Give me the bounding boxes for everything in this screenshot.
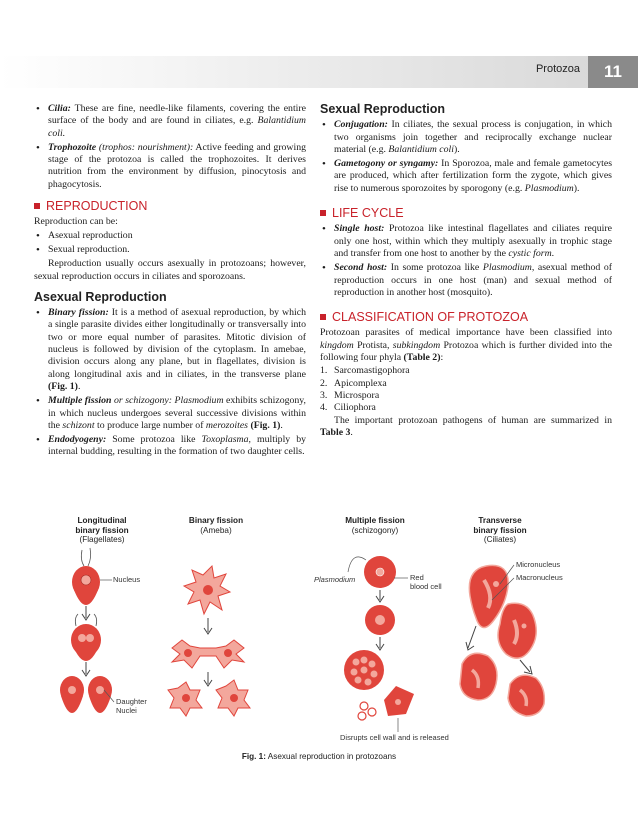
ciliate-daughter-right xyxy=(508,675,544,716)
list-item: • Asexual reproduction xyxy=(34,230,306,242)
label-nucleus: Nucleus xyxy=(113,575,141,584)
list-item: • Endodyogeny: Some protozoa like Toxoplasma, multiply by internal budding, resulting in the formation of two daughter cells. xyxy=(34,434,306,459)
figure-caption: Fig. 1: Asexual reproduction in protozoans xyxy=(241,752,397,761)
flagellate-dividing-cell xyxy=(71,614,101,661)
subheading-asexual: Asexual Reproduction xyxy=(34,289,167,304)
flagellate-parent-cell xyxy=(72,548,100,605)
label-macronucleus: Macronucleus xyxy=(516,573,563,582)
label-red-blood-cell: Red blood cell xyxy=(410,573,442,591)
list-item: • Multiple fission or schizogony: Plasmodium exhibits schizogony, in which nucleus undergoes several successive divisions within the schizont to produce large number of merozoites (Fig. 1). xyxy=(34,395,306,432)
running-header-title: Protozoa xyxy=(535,63,580,75)
rbc-infected xyxy=(364,556,396,588)
section-heading-classification: CLASSIFICATION OF PROTOZOA xyxy=(320,311,612,323)
list-item: • Cilia: These are fine, needle-like filaments, covering the entire surface of the body and are found in ciliates, e.g. Balantidium coli. xyxy=(34,103,306,140)
ciliate-daughter-left xyxy=(460,653,497,700)
summary-paragraph: The important protozoan pathogens of human are summarized in Table 3. xyxy=(320,414,612,438)
list-item: • Binary fission: It is a method of asexual reproduction, by which a single parasite divides either longitudinally or transversally into two or more equal number of parasites. Mitotic division of nucleus is followed by division of the cytoplasm. In amebae, division occurs along any plane, but in flagellates, division is along longitudinal axis and in ciliates, in the transverse plane (Fig. 1). xyxy=(34,307,306,393)
ciliate-dividing-cell xyxy=(498,603,536,658)
list-item: • Gametogony or syngamy: In Sporozoa, male and female gametocytes are produced, which after fertilization form the zygote, which gives rise to numerous sporozoites by sporogony (e.g. Plasmodium). xyxy=(320,158,612,195)
label-plasmodium: Plasmodium xyxy=(314,575,356,584)
figure-title-longitudinal: Longitudinal binary fission (Flagellates) xyxy=(75,516,129,544)
list-item: • Trophozoite (trophos: nourishment): Active feeding and growing stage of the protozoa is called the trophozoites. It derives nutrition from the environment by diffusion, pinocytosis and phagocytosis. xyxy=(34,142,306,191)
rbc-schizont xyxy=(344,650,384,690)
label-daughter-nuclei: Daughter Nuclei xyxy=(116,697,147,715)
section-heading-life-cycle: LIFE CYCLE xyxy=(320,207,612,219)
list-item: 3. Microspora xyxy=(320,389,380,401)
list-item: • Second host: In some protozoa like Plasmodium, asexual method of reproduction occurs in one host (man) and sexual method of reproduction in another host (mosquito). xyxy=(320,262,612,299)
section-heading-reproduction: REPRODUCTION xyxy=(34,200,306,212)
label-micronucleus: Micronucleus xyxy=(516,560,561,569)
rbc-trophozoite xyxy=(365,605,395,635)
page-number: 11 xyxy=(588,56,638,88)
reproduction-paragraph: Reproduction usually occurs asexually in protozoans; however, sexual reproduction occurs in ciliates and sporozoans. xyxy=(34,258,306,282)
rbc-ruptured xyxy=(384,686,414,716)
released-merozoites xyxy=(358,702,376,720)
list-item: 4. Ciliophora xyxy=(320,402,376,414)
label-disrupts: Disrupts cell wall and is released xyxy=(340,733,449,742)
ameba-dividing-cell xyxy=(172,640,244,668)
list-item: • Sexual reproduction. xyxy=(34,244,306,256)
subheading-sexual: Sexual Reproduction xyxy=(320,102,446,116)
list-item: 2. Apicomplexa xyxy=(320,377,387,389)
figure-title-schizogony: Multiple fission (schizogony) xyxy=(345,516,405,535)
list-item: • Single host: Protozoa like intestinal flagellates and ciliates require only one host, within which they multiply asexually in trophic stage and transfer from one host to another by the cystic form. xyxy=(320,223,612,260)
list-item: • Conjugation: In ciliates, the sexual process is conjugation, in which two organisms join together and reciprocally exchange nuclear material (e.g. Balantidium coli). xyxy=(320,119,612,156)
list-item: 1. Sarcomastigophora xyxy=(320,365,410,377)
reproduction-intro: Reproduction can be: xyxy=(34,216,118,228)
ameba-parent-cell xyxy=(184,566,230,614)
flagellate-daughter-cells xyxy=(60,676,112,713)
figure-title-ameba: Binary fission (Ameba) xyxy=(188,516,244,535)
figure-title-ciliates: Transverse binary fission (Ciliates) xyxy=(473,516,527,544)
classification-paragraph: Protozoan parasites of medical importance have been classified into kingdom Protista, subkingdom Protozoa which is further divided into the following four phyla (Table 2): xyxy=(320,327,612,364)
